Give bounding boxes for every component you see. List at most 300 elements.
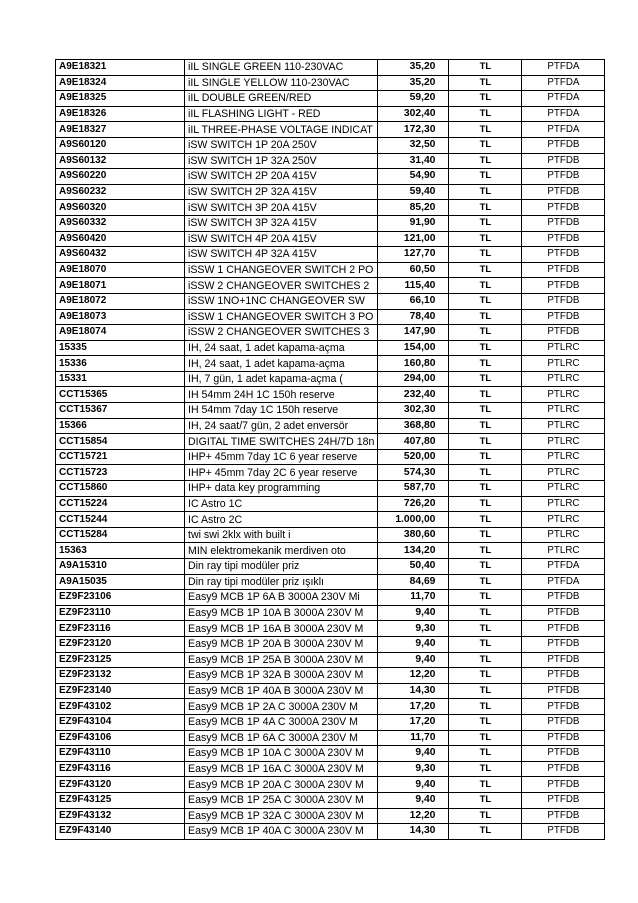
table-row <box>56 465 605 481</box>
product-code-cell: CCT15367 <box>56 403 185 419</box>
price-cell: 9,40 <box>378 777 449 793</box>
currency-cell: TL <box>449 137 522 153</box>
currency-cell: TL <box>449 262 522 278</box>
product-code-cell: A9S60432 <box>56 247 185 263</box>
description-cell: Easy9 MCB 1P 20A B 3000A 230V M <box>185 636 378 652</box>
table-row <box>56 434 605 450</box>
group-code-cell: PTFDB <box>522 200 605 216</box>
description-cell: iIL THREE-PHASE VOLTAGE INDICAT <box>185 122 378 138</box>
price-cell: 302,40 <box>378 106 449 122</box>
table-row <box>56 153 605 169</box>
currency-cell: TL <box>449 605 522 621</box>
group-code-cell: PTFDA <box>522 75 605 91</box>
product-code-cell: EZ9F43102 <box>56 699 185 715</box>
description-cell: Easy9 MCB 1P 40A C 3000A 230V M <box>185 824 378 840</box>
description-cell: iSSW 2 CHANGEOVER SWITCHES 3 <box>185 325 378 341</box>
table-row <box>56 387 605 403</box>
price-cell: 50,40 <box>378 559 449 575</box>
description-cell: IC Astro 1C <box>185 496 378 512</box>
price-cell: 17,20 <box>378 699 449 715</box>
table-row <box>56 808 605 824</box>
table-row <box>56 481 605 497</box>
price-cell: 84,69 <box>378 574 449 590</box>
product-code-cell: EZ9F43120 <box>56 777 185 793</box>
product-code-cell: CCT15365 <box>56 387 185 403</box>
currency-cell: TL <box>449 309 522 325</box>
group-code-cell: PTFDB <box>522 169 605 185</box>
description-cell: MIN elektromekanik merdiven oto <box>185 543 378 559</box>
currency-cell: TL <box>449 652 522 668</box>
product-code-cell: EZ9F23132 <box>56 668 185 684</box>
description-cell: IC Astro 2C <box>185 512 378 528</box>
price-cell: 9,40 <box>378 652 449 668</box>
product-code-cell: CCT15721 <box>56 449 185 465</box>
product-code-cell: A9S60232 <box>56 184 185 200</box>
currency-cell: TL <box>449 434 522 450</box>
description-cell: Easy9 MCB 1P 32A B 3000A 230V M <box>185 668 378 684</box>
currency-cell: TL <box>449 356 522 372</box>
table-row <box>56 106 605 122</box>
product-code-cell: EZ9F23110 <box>56 605 185 621</box>
table-row <box>56 636 605 652</box>
product-code-cell: CCT15723 <box>56 465 185 481</box>
table-row <box>56 621 605 637</box>
group-code-cell: PTFDB <box>522 824 605 840</box>
currency-cell: TL <box>449 481 522 497</box>
product-code-cell: CCT15860 <box>56 481 185 497</box>
currency-cell: TL <box>449 278 522 294</box>
price-cell: 115,40 <box>378 278 449 294</box>
table-row <box>56 169 605 185</box>
product-code-cell: A9E18321 <box>56 60 185 76</box>
price-cell: 66,10 <box>378 293 449 309</box>
currency-cell: TL <box>449 527 522 543</box>
price-cell: 35,20 <box>378 60 449 76</box>
group-code-cell: PTLRC <box>522 512 605 528</box>
description-cell: Easy9 MCB 1P 10A C 3000A 230V M <box>185 746 378 762</box>
description-cell: IH, 7 gün, 1 adet kapama-açma ( <box>185 371 378 387</box>
currency-cell: TL <box>449 293 522 309</box>
description-cell: Easy9 MCB 1P 32A C 3000A 230V M <box>185 808 378 824</box>
table-row <box>56 137 605 153</box>
table-row <box>56 543 605 559</box>
table-row <box>56 371 605 387</box>
product-code-cell: A9S60132 <box>56 153 185 169</box>
group-code-cell: PTFDB <box>522 730 605 746</box>
group-code-cell: PTLRC <box>522 387 605 403</box>
product-code-cell: EZ9F23116 <box>56 621 185 637</box>
price-cell: 14,30 <box>378 683 449 699</box>
currency-cell: TL <box>449 122 522 138</box>
product-code-cell: A9E18073 <box>56 309 185 325</box>
price-cell: 59,40 <box>378 184 449 200</box>
group-code-cell: PTFDB <box>522 683 605 699</box>
table-row <box>56 761 605 777</box>
group-code-cell: PTFDA <box>522 60 605 76</box>
table-row <box>56 683 605 699</box>
currency-cell: TL <box>449 590 522 606</box>
group-code-cell: PTFDB <box>522 777 605 793</box>
group-code-cell: PTFDB <box>522 309 605 325</box>
group-code-cell: PTLRC <box>522 465 605 481</box>
table-row <box>56 91 605 107</box>
group-code-cell: PTLRC <box>522 340 605 356</box>
description-cell: iSW SWITCH 1P 20A 250V <box>185 137 378 153</box>
product-code-cell: A9E18326 <box>56 106 185 122</box>
price-cell: 302,30 <box>378 403 449 419</box>
currency-cell: TL <box>449 621 522 637</box>
currency-cell: TL <box>449 714 522 730</box>
price-cell: 154,00 <box>378 340 449 356</box>
table-row <box>56 512 605 528</box>
table-row <box>56 605 605 621</box>
price-cell: 32,50 <box>378 137 449 153</box>
description-cell: Easy9 MCB 1P 4A C 3000A 230V M <box>185 714 378 730</box>
currency-cell: TL <box>449 403 522 419</box>
price-cell: 35,20 <box>378 75 449 91</box>
table-row <box>56 777 605 793</box>
price-cell: 127,70 <box>378 247 449 263</box>
table-row <box>56 559 605 575</box>
price-cell: 78,40 <box>378 309 449 325</box>
product-code-cell: 15336 <box>56 356 185 372</box>
description-cell: iIL FLASHING LIGHT - RED <box>185 106 378 122</box>
description-cell: iSSW 1NO+1NC CHANGEOVER SW <box>185 293 378 309</box>
description-cell: iSW SWITCH 2P 20A 415V <box>185 169 378 185</box>
product-code-cell: A9S60320 <box>56 200 185 216</box>
currency-cell: TL <box>449 91 522 107</box>
price-list-table <box>55 59 605 840</box>
table-row <box>56 746 605 762</box>
currency-cell: TL <box>449 465 522 481</box>
currency-cell: TL <box>449 325 522 341</box>
group-code-cell: PTFDA <box>522 559 605 575</box>
product-code-cell: A9S60220 <box>56 169 185 185</box>
table-row <box>56 247 605 263</box>
group-code-cell: PTFDB <box>522 215 605 231</box>
price-cell: 726,20 <box>378 496 449 512</box>
description-cell: iSSW 1 CHANGEOVER SWITCH 3 PO <box>185 309 378 325</box>
description-cell: Easy9 MCB 1P 25A B 3000A 230V M <box>185 652 378 668</box>
currency-cell: TL <box>449 184 522 200</box>
description-cell: Easy9 MCB 1P 6A C 3000A 230V M <box>185 730 378 746</box>
table-row <box>56 293 605 309</box>
product-code-cell: EZ9F23120 <box>56 636 185 652</box>
currency-cell: TL <box>449 746 522 762</box>
group-code-cell: PTFDB <box>522 668 605 684</box>
currency-cell: TL <box>449 512 522 528</box>
description-cell: Easy9 MCB 1P 25A C 3000A 230V M <box>185 792 378 808</box>
group-code-cell: PTLRC <box>522 449 605 465</box>
price-cell: 368,80 <box>378 418 449 434</box>
price-cell: 91,90 <box>378 215 449 231</box>
product-code-cell: EZ9F43104 <box>56 714 185 730</box>
product-code-cell: EZ9F43132 <box>56 808 185 824</box>
description-cell: Din ray tipi modüler priz ışıklı <box>185 574 378 590</box>
group-code-cell: PTFDB <box>522 621 605 637</box>
product-code-cell: 15363 <box>56 543 185 559</box>
description-cell: iSW SWITCH 2P 32A 415V <box>185 184 378 200</box>
description-cell: twi swi 2klx with built i <box>185 527 378 543</box>
group-code-cell: PTFDA <box>522 122 605 138</box>
price-cell: 11,70 <box>378 730 449 746</box>
description-cell: iSW SWITCH 1P 32A 250V <box>185 153 378 169</box>
table-row <box>56 231 605 247</box>
price-cell: 31,40 <box>378 153 449 169</box>
table-row <box>56 309 605 325</box>
description-cell: Din ray tipi modüler priz <box>185 559 378 575</box>
group-code-cell: PTFDB <box>522 137 605 153</box>
description-cell: IH, 24 saat, 1 adet kapama-açma <box>185 356 378 372</box>
table-row <box>56 652 605 668</box>
table-row <box>56 356 605 372</box>
table-row <box>56 449 605 465</box>
description-cell: Easy9 MCB 1P 40A B 3000A 230V M <box>185 683 378 699</box>
price-list-body <box>56 60 605 840</box>
price-cell: 380,60 <box>378 527 449 543</box>
product-code-cell: EZ9F23106 <box>56 590 185 606</box>
group-code-cell: PTLRC <box>522 543 605 559</box>
product-code-cell: CCT15244 <box>56 512 185 528</box>
price-cell: 12,20 <box>378 668 449 684</box>
currency-cell: TL <box>449 730 522 746</box>
product-code-cell: A9E18327 <box>56 122 185 138</box>
group-code-cell: PTLRC <box>522 434 605 450</box>
table-row <box>56 418 605 434</box>
currency-cell: TL <box>449 636 522 652</box>
group-code-cell: PTLRC <box>522 418 605 434</box>
description-cell: iSW SWITCH 3P 32A 415V <box>185 215 378 231</box>
product-code-cell: A9E18072 <box>56 293 185 309</box>
description-cell: iIL SINGLE GREEN 110-230VAC <box>185 60 378 76</box>
price-cell: 9,30 <box>378 621 449 637</box>
price-cell: 60,50 <box>378 262 449 278</box>
currency-cell: TL <box>449 808 522 824</box>
product-code-cell: EZ9F43125 <box>56 792 185 808</box>
group-code-cell: PTLRC <box>522 481 605 497</box>
product-code-cell: A9E18071 <box>56 278 185 294</box>
price-cell: 9,40 <box>378 605 449 621</box>
description-cell: iSW SWITCH 4P 20A 415V <box>185 231 378 247</box>
currency-cell: TL <box>449 777 522 793</box>
group-code-cell: PTFDB <box>522 652 605 668</box>
currency-cell: TL <box>449 559 522 575</box>
currency-cell: TL <box>449 153 522 169</box>
description-cell: IHP+ data key programming <box>185 481 378 497</box>
group-code-cell: PTFDB <box>522 247 605 263</box>
description-cell: Easy9 MCB 1P 16A C 3000A 230V M <box>185 761 378 777</box>
description-cell: IH 54mm 7day 1C 150h reserve <box>185 403 378 419</box>
description-cell: Easy9 MCB 1P 6A B 3000A 230V Mi <box>185 590 378 606</box>
price-cell: 232,40 <box>378 387 449 403</box>
group-code-cell: PTFDB <box>522 262 605 278</box>
price-cell: 11,70 <box>378 590 449 606</box>
table-row <box>56 200 605 216</box>
currency-cell: TL <box>449 824 522 840</box>
price-cell: 520,00 <box>378 449 449 465</box>
table-row <box>56 184 605 200</box>
product-code-cell: EZ9F43140 <box>56 824 185 840</box>
currency-cell: TL <box>449 247 522 263</box>
product-code-cell: 15331 <box>56 371 185 387</box>
description-cell: IHP+ 45mm 7day 2C 6 year reserve <box>185 465 378 481</box>
product-code-cell: EZ9F43106 <box>56 730 185 746</box>
table-row <box>56 340 605 356</box>
description-cell: DIGITAL TIME SWITCHES 24H/7D 18n <box>185 434 378 450</box>
currency-cell: TL <box>449 340 522 356</box>
price-cell: 14,30 <box>378 824 449 840</box>
table-row <box>56 668 605 684</box>
currency-cell: TL <box>449 215 522 231</box>
price-cell: 160,80 <box>378 356 449 372</box>
description-cell: iIL DOUBLE GREEN/RED <box>185 91 378 107</box>
product-code-cell: CCT15854 <box>56 434 185 450</box>
table-row <box>56 574 605 590</box>
product-code-cell: A9A15035 <box>56 574 185 590</box>
description-cell: Easy9 MCB 1P 2A C 3000A 230V M <box>185 699 378 715</box>
price-cell: 587,70 <box>378 481 449 497</box>
product-code-cell: A9A15310 <box>56 559 185 575</box>
group-code-cell: PTFDB <box>522 293 605 309</box>
group-code-cell: PTFDB <box>522 746 605 762</box>
table-row <box>56 590 605 606</box>
product-code-cell: CCT15284 <box>56 527 185 543</box>
group-code-cell: PTLRC <box>522 371 605 387</box>
description-cell: iSW SWITCH 4P 32A 415V <box>185 247 378 263</box>
currency-cell: TL <box>449 371 522 387</box>
price-cell: 407,80 <box>378 434 449 450</box>
group-code-cell: PTFDA <box>522 106 605 122</box>
group-code-cell: PTFDB <box>522 808 605 824</box>
table-row <box>56 403 605 419</box>
table-row <box>56 325 605 341</box>
group-code-cell: PTFDB <box>522 153 605 169</box>
group-code-cell: PTFDA <box>522 91 605 107</box>
currency-cell: TL <box>449 418 522 434</box>
description-cell: IH, 24 saat/7 gün, 2 adet enversör <box>185 418 378 434</box>
currency-cell: TL <box>449 792 522 808</box>
price-cell: 134,20 <box>378 543 449 559</box>
currency-cell: TL <box>449 387 522 403</box>
table-row <box>56 824 605 840</box>
currency-cell: TL <box>449 683 522 699</box>
price-cell: 85,20 <box>378 200 449 216</box>
currency-cell: TL <box>449 449 522 465</box>
product-code-cell: EZ9F43110 <box>56 746 185 762</box>
price-cell: 12,20 <box>378 808 449 824</box>
description-cell: IH 54mm 24H 1C 150h reserve <box>185 387 378 403</box>
description-cell: iSSW 1 CHANGEOVER SWITCH 2 PO <box>185 262 378 278</box>
currency-cell: TL <box>449 668 522 684</box>
currency-cell: TL <box>449 200 522 216</box>
product-code-cell: A9S60120 <box>56 137 185 153</box>
group-code-cell: PTFDB <box>522 699 605 715</box>
product-code-cell: EZ9F23140 <box>56 683 185 699</box>
price-cell: 9,40 <box>378 636 449 652</box>
currency-cell: TL <box>449 75 522 91</box>
table-row <box>56 792 605 808</box>
description-cell: Easy9 MCB 1P 10A B 3000A 230V M <box>185 605 378 621</box>
description-cell: Easy9 MCB 1P 20A C 3000A 230V M <box>185 777 378 793</box>
product-code-cell: 15366 <box>56 418 185 434</box>
group-code-cell: PTFDB <box>522 231 605 247</box>
description-cell: iSW SWITCH 3P 20A 415V <box>185 200 378 216</box>
product-code-cell: A9E18074 <box>56 325 185 341</box>
product-code-cell: CCT15224 <box>56 496 185 512</box>
currency-cell: TL <box>449 106 522 122</box>
description-cell: iSSW 2 CHANGEOVER SWITCHES 2 <box>185 278 378 294</box>
price-cell: 294,00 <box>378 371 449 387</box>
product-code-cell: EZ9F23125 <box>56 652 185 668</box>
product-code-cell: 15335 <box>56 340 185 356</box>
table-row <box>56 527 605 543</box>
table-row <box>56 714 605 730</box>
price-cell: 54,90 <box>378 169 449 185</box>
group-code-cell: PTFDB <box>522 278 605 294</box>
currency-cell: TL <box>449 699 522 715</box>
currency-cell: TL <box>449 231 522 247</box>
table-row <box>56 122 605 138</box>
group-code-cell: PTLRC <box>522 527 605 543</box>
price-cell: 59,20 <box>378 91 449 107</box>
table-row <box>56 262 605 278</box>
group-code-cell: PTFDB <box>522 792 605 808</box>
table-row <box>56 75 605 91</box>
currency-cell: TL <box>449 60 522 76</box>
group-code-cell: PTFDB <box>522 761 605 777</box>
description-cell: Easy9 MCB 1P 16A B 3000A 230V M <box>185 621 378 637</box>
price-cell: 147,90 <box>378 325 449 341</box>
group-code-cell: PTFDB <box>522 184 605 200</box>
price-cell: 9,40 <box>378 746 449 762</box>
group-code-cell: PTLRC <box>522 496 605 512</box>
currency-cell: TL <box>449 543 522 559</box>
currency-cell: TL <box>449 574 522 590</box>
table-row <box>56 730 605 746</box>
group-code-cell: PTFDB <box>522 714 605 730</box>
description-cell: IH, 24 saat, 1 adet kapama-açma <box>185 340 378 356</box>
table-row <box>56 215 605 231</box>
group-code-cell: PTFDB <box>522 636 605 652</box>
group-code-cell: PTFDA <box>522 574 605 590</box>
price-cell: 574,30 <box>378 465 449 481</box>
table-row <box>56 496 605 512</box>
product-code-cell: A9E18325 <box>56 91 185 107</box>
group-code-cell: PTFDB <box>522 325 605 341</box>
currency-cell: TL <box>449 761 522 777</box>
product-code-cell: A9S60420 <box>56 231 185 247</box>
currency-cell: TL <box>449 496 522 512</box>
price-cell: 17,20 <box>378 714 449 730</box>
product-code-cell: A9S60332 <box>56 215 185 231</box>
price-cell: 121,00 <box>378 231 449 247</box>
price-cell: 9,30 <box>378 761 449 777</box>
price-cell: 1.000,00 <box>378 512 449 528</box>
group-code-cell: PTLRC <box>522 403 605 419</box>
group-code-cell: PTFDB <box>522 590 605 606</box>
product-code-cell: A9E18070 <box>56 262 185 278</box>
currency-cell: TL <box>449 169 522 185</box>
description-cell: iIL SINGLE YELLOW 110-230VAC <box>185 75 378 91</box>
description-cell: IHP+ 45mm 7day 1C 6 year reserve <box>185 449 378 465</box>
product-code-cell: EZ9F43116 <box>56 761 185 777</box>
product-code-cell: A9E18324 <box>56 75 185 91</box>
table-row <box>56 278 605 294</box>
group-code-cell: PTFDB <box>522 605 605 621</box>
table-row <box>56 699 605 715</box>
table-row <box>56 60 605 76</box>
price-cell: 172,30 <box>378 122 449 138</box>
